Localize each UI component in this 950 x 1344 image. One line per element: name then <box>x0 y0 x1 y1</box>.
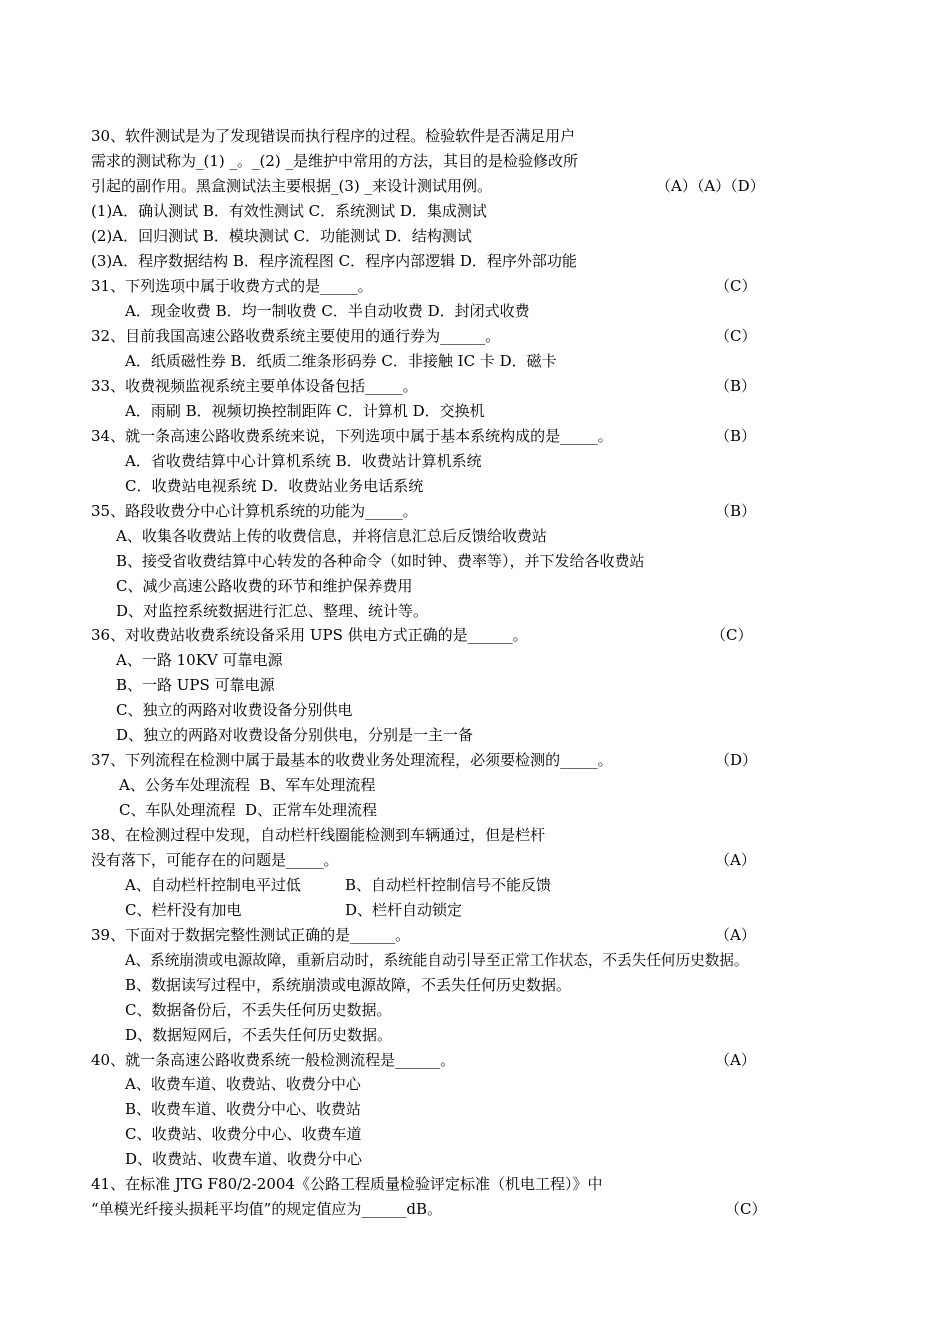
q36-option-a-text: A、一路 10KV 可靠电源 <box>116 651 283 669</box>
q41-text-1: 41、在标准 JTG F80/2-2004《公路工程质量检验评定标准（机电工程）》中 <box>91 1175 603 1193</box>
q39-option-d <box>0 1023 393 1048</box>
q35-stem-text: 35、路段收费分中心计算机系统的功能为_____。 <box>91 502 418 520</box>
q31-stem-text: 31、下列选项中属于收费方式的是_____。 <box>91 277 373 295</box>
q40-option-d <box>0 1147 363 1172</box>
q37-option-1-text: A、公务车处理流程 B、军车处理流程 <box>119 776 376 794</box>
q40-option-c-text: C、收费站、收费分中心、收费车道 <box>125 1125 362 1143</box>
q35-stem <box>0 499 757 524</box>
q33-stem <box>0 374 757 399</box>
q40-option-b-text: B、收费车道、收费分中心、收费站 <box>125 1100 362 1118</box>
q30-option-3-text: (3)A．程序数据结构 B．程序流程图 C．程序内部逻辑 D．程序外部功能 <box>91 252 577 270</box>
q32-options-text: A．纸质磁性券 B．纸质二维条形码券 C．非接触 IC 卡 D．磁卡 <box>125 352 557 370</box>
q30-stem-line-1 <box>0 124 576 149</box>
q34-option-1-text: A．省收费结算中心计算机系统 B．收费站计算机系统 <box>125 452 482 470</box>
q33-stem-text: 33、收费视频监视系统主要单体设备包括_____。 <box>91 377 418 395</box>
q32-stem <box>0 324 757 349</box>
q39-option-d-text: D、数据短网后，不丢失任何历史数据。 <box>125 1026 393 1044</box>
q37-option-2-text: C、车队处理流程 D、正常车处理流程 <box>119 801 378 819</box>
q39-answer: （A） <box>715 926 756 944</box>
q30-text-1: 30、软件测试是为了发现错误而执行程序的过程。检验软件是否满足用户 <box>91 127 576 145</box>
q39-option-b <box>0 973 572 998</box>
q34-option-1 <box>0 449 482 474</box>
q38-option-a: A、自动栏杆控制电平过低 <box>125 876 301 894</box>
q41-stem-line-2 <box>0 1197 767 1222</box>
q40-stem <box>0 1048 756 1073</box>
q38-text-2: 没有落下，可能存在的问题是_____。 <box>91 851 339 869</box>
q39-option-c <box>0 998 392 1023</box>
q34-stem-text: 34、就一条高速公路收费系统来说，下列选项中属于基本系统构成的是_____。 <box>91 427 613 445</box>
q36-option-c <box>0 698 353 723</box>
q36-answer: （C） <box>711 626 753 644</box>
q31-options <box>0 299 530 324</box>
q39-stem-text: 39、下面对于数据完整性测试正确的是______。 <box>91 926 411 944</box>
q30-option-3 <box>0 249 577 274</box>
q32-answer: （C） <box>715 327 757 345</box>
q39-option-c-text: C、数据备份后，不丢失任何历史数据。 <box>125 1001 392 1019</box>
q33-answer: （B） <box>715 377 757 395</box>
q34-option-2 <box>0 474 424 499</box>
q30-option-1 <box>0 199 487 224</box>
q38-option-c: C、栏杆没有加电 <box>125 901 242 919</box>
q37-answer: （D） <box>715 751 758 769</box>
q36-option-b <box>0 673 275 698</box>
q30-text-2: 需求的测试称为_(1) _。_(2) _是维护中常用的方法，其目的是检验修改所 <box>91 152 579 170</box>
q34-stem <box>0 424 757 449</box>
q37-stem-text: 37、下列流程在检测中属于最基本的收费业务处理流程，必须要检测的_____。 <box>91 751 613 769</box>
q39-stem <box>0 923 756 948</box>
q30-option-2 <box>0 224 472 249</box>
q38-option-row-1 <box>0 873 552 898</box>
q35-option-b-text: B、接受省收费结算中心转发的各种命令（如时钟、费率等），并下发给各收费站 <box>116 552 645 570</box>
q41-text-2: “单模光纤接头损耗平均值”的规定值应为______dB。 <box>91 1200 442 1218</box>
q35-option-d-text: D、对监控系统数据进行汇总、整理、统计等。 <box>116 602 429 620</box>
q40-answer: （A） <box>715 1051 756 1069</box>
q39-option-a-text: A、系统崩溃或电源故障，重新启动时，系统能自动引导至正常工作状态，不丢失任何历史数据。 <box>125 952 749 969</box>
q40-stem-text: 40、就一条高速公路收费系统一般检测流程是______。 <box>91 1051 456 1069</box>
q36-stem-text: 36、对收费站收费系统设备采用 UPS 供电方式正确的是______。 <box>91 626 528 644</box>
q35-option-a-text: A、收集各收费站上传的收费信息，并将信息汇总后反馈给收费站 <box>116 527 547 545</box>
q39-option-a <box>0 948 749 973</box>
q41-stem-line-1 <box>0 1172 603 1197</box>
q35-answer: （B） <box>715 502 757 520</box>
q36-option-a <box>0 648 283 673</box>
q36-stem <box>0 623 753 648</box>
q32-stem-text: 32、目前我国高速公路收费系统主要使用的通行券为______。 <box>91 327 501 345</box>
q32-options <box>0 349 557 374</box>
q38-option-d: D、栏杆自动锁定 <box>345 901 463 919</box>
q30-stem-line-3 <box>0 174 765 199</box>
q33-options <box>0 399 485 424</box>
q40-option-a-text: A、收费车道、收费站、收费分中心 <box>125 1075 361 1093</box>
q37-option-2 <box>0 798 378 823</box>
q30-answer: （A）（A）（D） <box>656 177 765 195</box>
q35-option-a <box>0 524 547 549</box>
q40-option-c <box>0 1122 362 1147</box>
q35-option-d <box>0 599 429 624</box>
q30-option-1-text: (1)A．确认测试 B．有效性测试 C．系统测试 D．集成测试 <box>91 202 487 220</box>
q39-option-b-text: B、数据读写过程中，系统崩溃或电源故障，不丢失任何历史数据。 <box>125 976 572 994</box>
q37-stem <box>0 748 758 773</box>
q40-option-d-text: D、收费站、收费车道、收费分中心 <box>125 1150 363 1168</box>
q36-option-d <box>0 723 474 748</box>
q40-option-a <box>0 1072 361 1097</box>
q37-option-1 <box>0 773 376 798</box>
q34-answer: （B） <box>715 427 757 445</box>
q31-answer: （C） <box>715 277 757 295</box>
q36-option-c-text: C、独立的两路对收费设备分别供电 <box>116 701 353 719</box>
q31-options-text: A．现金收费 B．均一制收费 C．半自动收费 D．封闭式收费 <box>125 302 530 320</box>
q30-stem-line-2 <box>0 149 579 174</box>
q38-answer: （A） <box>715 851 756 869</box>
q33-options-text: A．雨刷 B．视频切换控制距阵 C．计算机 D．交换机 <box>125 402 485 420</box>
q36-option-b-text: B、一路 UPS 可靠电源 <box>116 676 275 694</box>
q36-option-d-text: D、独立的两路对收费设备分别供电，分别是一主一备 <box>116 726 474 744</box>
q38-stem-line-1 <box>0 823 546 848</box>
q35-option-b <box>0 549 645 574</box>
q41-answer: （C） <box>725 1200 767 1218</box>
q38-stem-line-2 <box>0 848 756 873</box>
q35-option-c <box>0 574 413 599</box>
q38-text-1: 38、在检测过程中发现，自动栏杆线圈能检测到车辆通过，但是栏杆 <box>91 826 546 844</box>
q35-option-c-text: C、减少高速公路收费的环节和维护保养费用 <box>116 577 413 595</box>
q30-text-3: 引起的副作用。黑盒测试法主要根据_(3) _来设计测试用例。 <box>91 177 493 195</box>
q31-stem <box>0 274 757 299</box>
q38-option-b: B、自动栏杆控制信号不能反馈 <box>345 876 552 894</box>
q34-option-2-text: C．收费站电视系统 D．收费站业务电话系统 <box>125 477 424 495</box>
q38-option-row-2 <box>0 898 463 923</box>
q40-option-b <box>0 1097 362 1122</box>
q30-option-2-text: (2)A．回归测试 B．模块测试 C．功能测试 D．结构测试 <box>91 227 472 245</box>
